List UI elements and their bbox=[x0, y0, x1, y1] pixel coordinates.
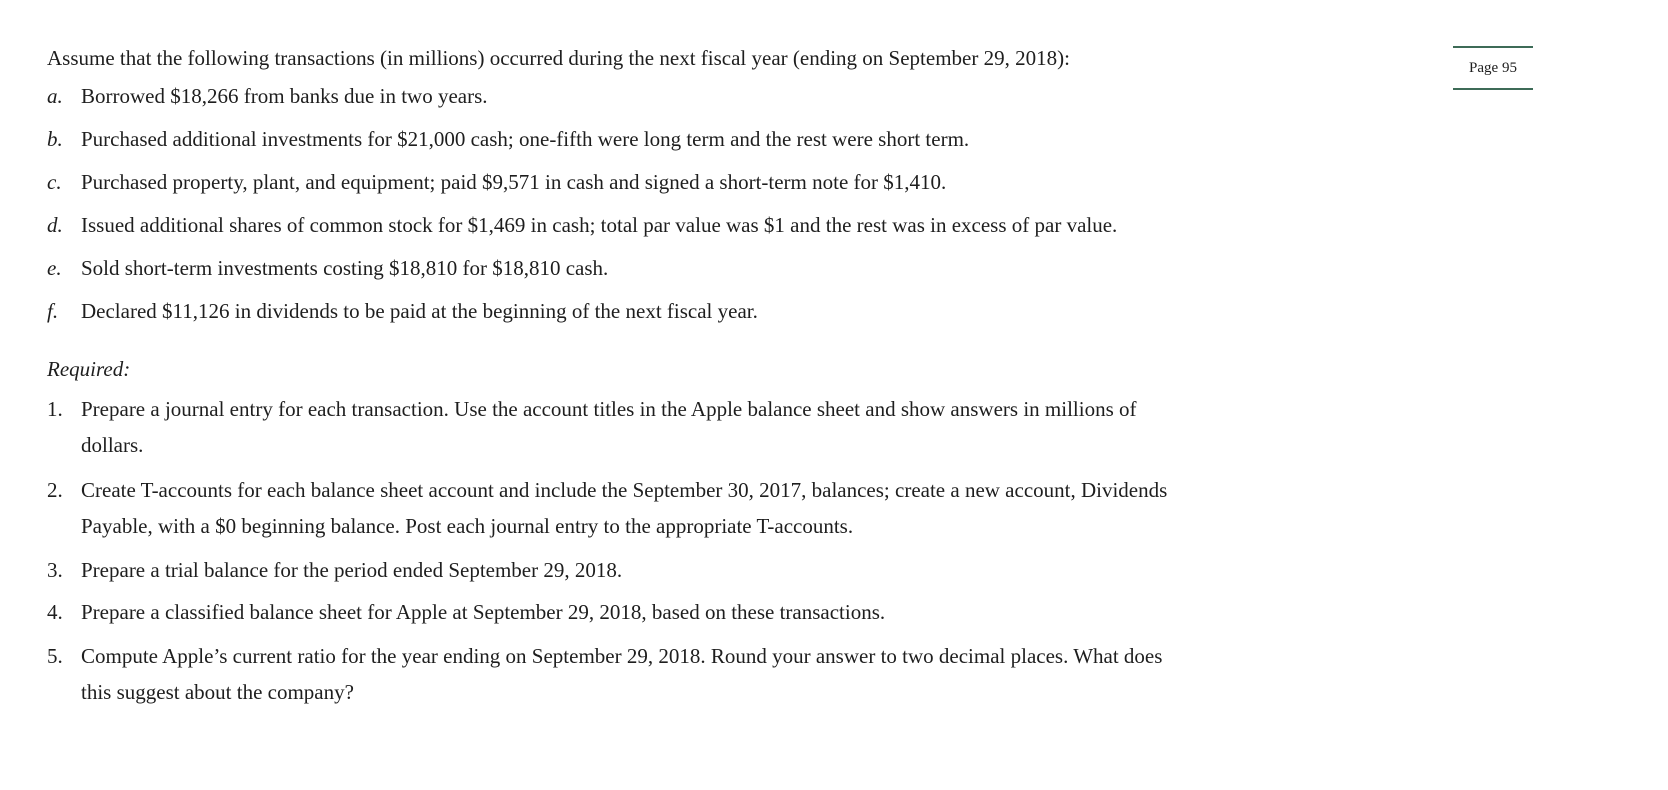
transaction-text: Issued additional shares of common stock for $1,469 in cash; total par value was $1 and the rest was in excess of par value. bbox=[81, 213, 1118, 237]
transaction-text: Purchased additional investments for $21,000 cash; one-fifth were long term and the rest were short term. bbox=[81, 127, 970, 151]
required-heading: Required: bbox=[47, 357, 131, 381]
requirement-text: dollars. bbox=[81, 433, 144, 457]
transaction-label: b. bbox=[47, 127, 63, 151]
transaction-text: Purchased property, plant, and equipment; paid $9,571 in cash and signed a short-term note for $1,410. bbox=[81, 170, 947, 194]
transaction-label: e. bbox=[47, 256, 62, 280]
requirement-number: 5. bbox=[47, 644, 63, 668]
requirement-text: Payable, with a $0 beginning balance. Post each journal entry to the appropriate T-accounts. bbox=[81, 514, 854, 538]
requirement-text: Prepare a journal entry for each transaction. Use the account titles in the Apple balance sheet and show answers in millions of bbox=[81, 397, 1137, 421]
requirement-text: Create T-accounts for each balance sheet account and include the September 30, 2017, balances; create a new account, Dividends bbox=[81, 478, 1168, 502]
transaction-label: a. bbox=[47, 84, 63, 108]
requirement-number: 2. bbox=[47, 478, 63, 502]
transaction-text: Borrowed $18,266 from banks due in two years. bbox=[81, 84, 488, 108]
page-number-badge: Page 95 bbox=[1453, 46, 1533, 90]
requirement-text: Compute Apple’s current ratio for the year ending on September 29, 2018. Round your answer to two decimal places. What does bbox=[81, 644, 1163, 668]
requirement-number: 1. bbox=[47, 397, 63, 421]
transaction-label: f. bbox=[47, 299, 59, 323]
requirement-number: 3. bbox=[47, 558, 63, 582]
requirement-text: this suggest about the company? bbox=[81, 680, 354, 704]
transaction-text: Sold short-term investments costing $18,810 for $18,810 cash. bbox=[81, 256, 609, 280]
requirement-text: Prepare a trial balance for the period ended September 29, 2018. bbox=[81, 558, 623, 582]
transaction-label: d. bbox=[47, 213, 63, 237]
requirement-number: 4. bbox=[47, 600, 63, 624]
intro-text: Assume that the following transactions (in millions) occurred during the next fiscal year (ending on September 29, 2018): bbox=[47, 46, 1070, 70]
transaction-label: c. bbox=[47, 170, 62, 194]
requirement-text: Prepare a classified balance sheet for Apple at September 29, 2018, based on these transactions. bbox=[81, 600, 886, 624]
transaction-text: Declared $11,126 in dividends to be paid at the beginning of the next fiscal year. bbox=[81, 299, 758, 323]
